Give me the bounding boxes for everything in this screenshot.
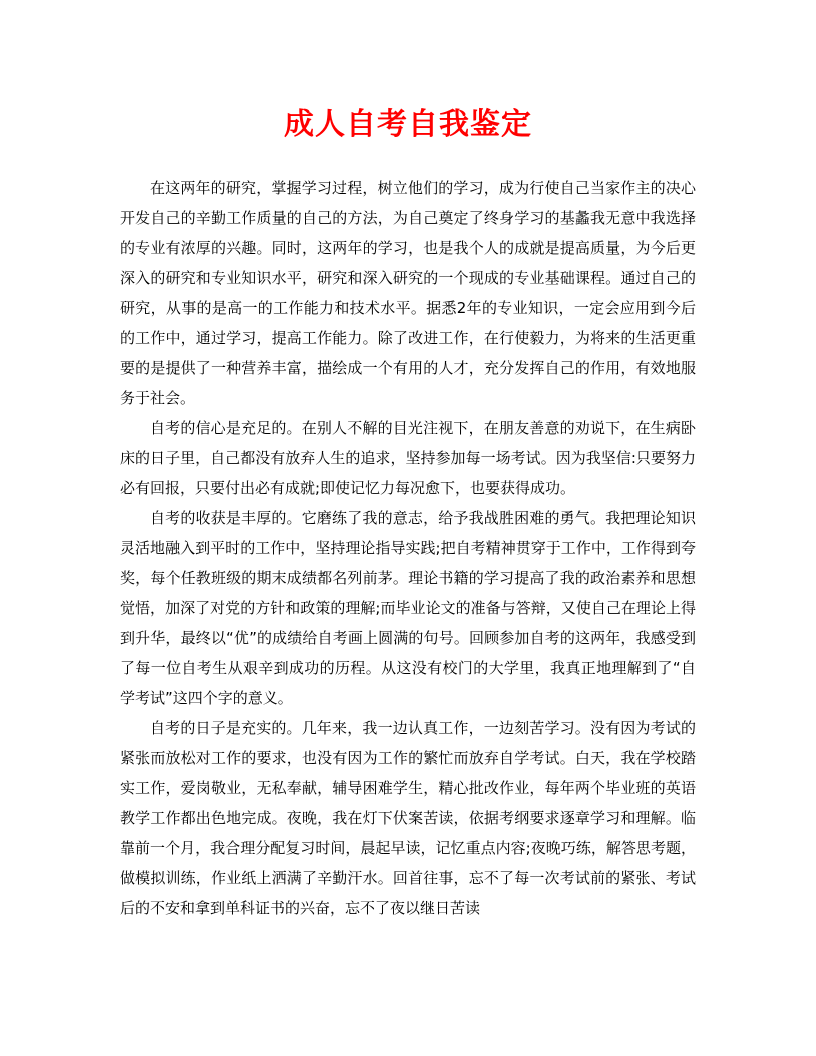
paragraph-2: 自考的信心是充足的。在别人不解的目光注视下，在朋友善意的劝说下，在生病卧床的日子里，自己都没有放弃人生的追求，坚持参加每一场考试。因为我坚信:只要努力必有回报，只要付出必有成就;即使记忆力每况愈下，也要获得成功。 [120,419,696,497]
paragraph-3: 自考的收获是丰厚的。它磨练了我的意志，给予我战胜困难的勇气。我把理论知识灵活地融入到平时的工作中，坚持理论指导实践;把自考精神贯穿于工作中，工作得到夸奖，每个任教班级的期末成绩都名列前茅。理论书籍的学习提高了我的政治素养和思想觉悟，加深了对党的方针和政策的理解;而毕业论文的准备与答辩，又使自己在理论上得到升华，最终以“优”的成绩给自考画上圆满的句号。回顾参加自考的这两年，我感受到了每一位自考生从艰辛到成功的历程。从这没有校门的大学里，我真正地理解到了“自学考试”这四个字的意义。 [120,509,696,707]
document-body [120,173,696,923]
document-title: 成人自考自我鉴定 [284,107,532,142]
paragraph-1: 在这两年的研究，掌握学习过程，树立他们的学习，成为行使自己当家作主的决心开发自己的辛勤工作质量的自己的方法，为自己奠定了终身学习的基蠡我无意中我选择的专业有浓厚的兴趣。同时，这两年的学习，也是我个人的成就是提高质量，为今后更深入的研究和专业知识水平，研究和深入研究的一个现成的专业基础课程。通过自己的研究，从事的是高一的工作能力和技术水平。据悉2年的专业知识，一定会应用到今后的工作中，通过学习，提高工作能力。除了改进工作，在行使毅力，为将来的生活更重要的是提供了一种营养丰富，描绘成一个有用的人才，充分发挥自己的作用，有效地服务于社会。 [120,179,696,407]
paragraph-4: 自考的日子是充实的。几年来，我一边认真工作，一边刻苦学习。没有因为考试的紧张而放松对工作的要求，也没有因为工作的繁忙而放弃自学考试。白天，我在学校踏实工作，爱岗敬业，无私奉献，辅导困难学生，精心批改作业，每年两个毕业班的英语教学工作都出色地完成。夜晚，我在灯下伏案苦读，依据考纲要求逐章学习和理解。临靠前一个月，我合理分配复习时间，晨起早读，记忆重点内容;夜晚巧练，解答思考题，做模拟训练，作业纸上洒满了辛勤汗水。回首往事，忘不了每一次考试前的紧张、考试后的不安和拿到单科证书的兴奋，忘不了夜以继日苦读 [120,719,696,917]
